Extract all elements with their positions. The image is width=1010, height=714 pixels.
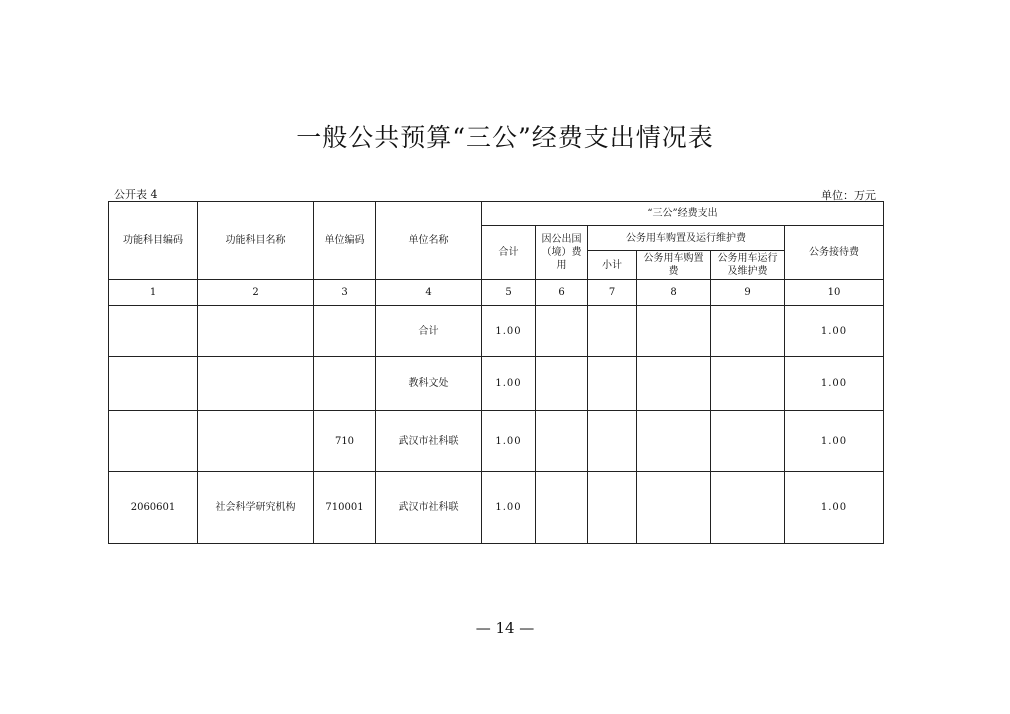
cell-total: 1.00 bbox=[482, 306, 536, 357]
cell-total: 1.00 bbox=[482, 357, 536, 411]
column-number: 6 bbox=[536, 280, 588, 306]
header-reception: 公务接待费 bbox=[785, 226, 884, 280]
cell-func-name bbox=[198, 306, 314, 357]
cell-reception: 1.00 bbox=[785, 357, 884, 411]
cell-unit-code bbox=[314, 306, 376, 357]
column-number: 8 bbox=[637, 280, 711, 306]
column-number: 5 bbox=[482, 280, 536, 306]
cell-vehicle-operation bbox=[711, 306, 785, 357]
cell-vehicle-purchase bbox=[637, 306, 711, 357]
header-vehicle: 公务用车购置及运行维护费 bbox=[588, 226, 785, 251]
cell-unit-code bbox=[314, 357, 376, 411]
cell-reception: 1.00 bbox=[785, 411, 884, 472]
cell-func-name bbox=[198, 357, 314, 411]
cell-func-code bbox=[109, 411, 198, 472]
column-number: 9 bbox=[711, 280, 785, 306]
header-func-code: 功能科目编码 bbox=[109, 202, 198, 280]
cell-unit-name: 教科文处 bbox=[376, 357, 482, 411]
cell-vehicle-purchase bbox=[637, 411, 711, 472]
column-number: 1 bbox=[109, 280, 198, 306]
cell-unit-code: 710001 bbox=[314, 472, 376, 544]
cell-abroad bbox=[536, 411, 588, 472]
page-number: — 14 — bbox=[475, 619, 535, 637]
column-number-row bbox=[109, 280, 884, 306]
cell-unit-code: 710 bbox=[314, 411, 376, 472]
column-number: 2 bbox=[198, 280, 314, 306]
cell-unit-name: 武汉市社科联 bbox=[376, 472, 482, 544]
header-vehicle-purchase: 公务用车购置费 bbox=[637, 251, 711, 280]
cell-vehicle-purchase bbox=[637, 472, 711, 544]
cell-func-code bbox=[109, 357, 198, 411]
cell-func-name bbox=[198, 411, 314, 472]
header-sangong: “三公”经费支出 bbox=[482, 202, 884, 226]
cell-func-code bbox=[109, 306, 198, 357]
header-abroad: 因公出国（境）费用 bbox=[536, 226, 588, 280]
cell-total: 1.00 bbox=[482, 411, 536, 472]
cell-reception: 1.00 bbox=[785, 306, 884, 357]
table-row bbox=[109, 411, 884, 472]
column-number: 3 bbox=[314, 280, 376, 306]
cell-subtotal bbox=[588, 411, 637, 472]
column-number: 10 bbox=[785, 280, 884, 306]
table-row bbox=[109, 306, 884, 357]
header-vehicle-operation: 公务用车运行及维护费 bbox=[711, 251, 785, 280]
header-subtotal: 小计 bbox=[588, 251, 637, 280]
cell-vehicle-operation bbox=[711, 411, 785, 472]
cell-subtotal bbox=[588, 306, 637, 357]
budget-table bbox=[108, 201, 884, 544]
column-number: 7 bbox=[588, 280, 637, 306]
cell-abroad bbox=[536, 357, 588, 411]
form-number: 公开表 4 bbox=[114, 188, 158, 201]
cell-vehicle-operation bbox=[711, 357, 785, 411]
header-unit-name: 单位名称 bbox=[376, 202, 482, 280]
cell-unit-name: 武汉市社科联 bbox=[376, 411, 482, 472]
page-title: 一般公共预算“三公”经费支出情况表 bbox=[296, 123, 714, 152]
cell-func-name: 社会科学研究机构 bbox=[198, 472, 314, 544]
cell-total: 1.00 bbox=[482, 472, 536, 544]
table-row bbox=[109, 357, 884, 411]
cell-abroad bbox=[536, 472, 588, 544]
header-total: 合计 bbox=[482, 226, 536, 280]
cell-vehicle-purchase bbox=[637, 357, 711, 411]
cell-abroad bbox=[536, 306, 588, 357]
unit-label: 单位：万元 bbox=[821, 189, 876, 202]
cell-func-code: 2060601 bbox=[109, 472, 198, 544]
header-unit-code: 单位编码 bbox=[314, 202, 376, 280]
table-row bbox=[109, 472, 884, 544]
cell-vehicle-operation bbox=[711, 472, 785, 544]
cell-unit-name: 合计 bbox=[376, 306, 482, 357]
header-func-name: 功能科目名称 bbox=[198, 202, 314, 280]
cell-subtotal bbox=[588, 472, 637, 544]
header-row-1 bbox=[109, 202, 884, 226]
cell-reception: 1.00 bbox=[785, 472, 884, 544]
column-number: 4 bbox=[376, 280, 482, 306]
cell-subtotal bbox=[588, 357, 637, 411]
